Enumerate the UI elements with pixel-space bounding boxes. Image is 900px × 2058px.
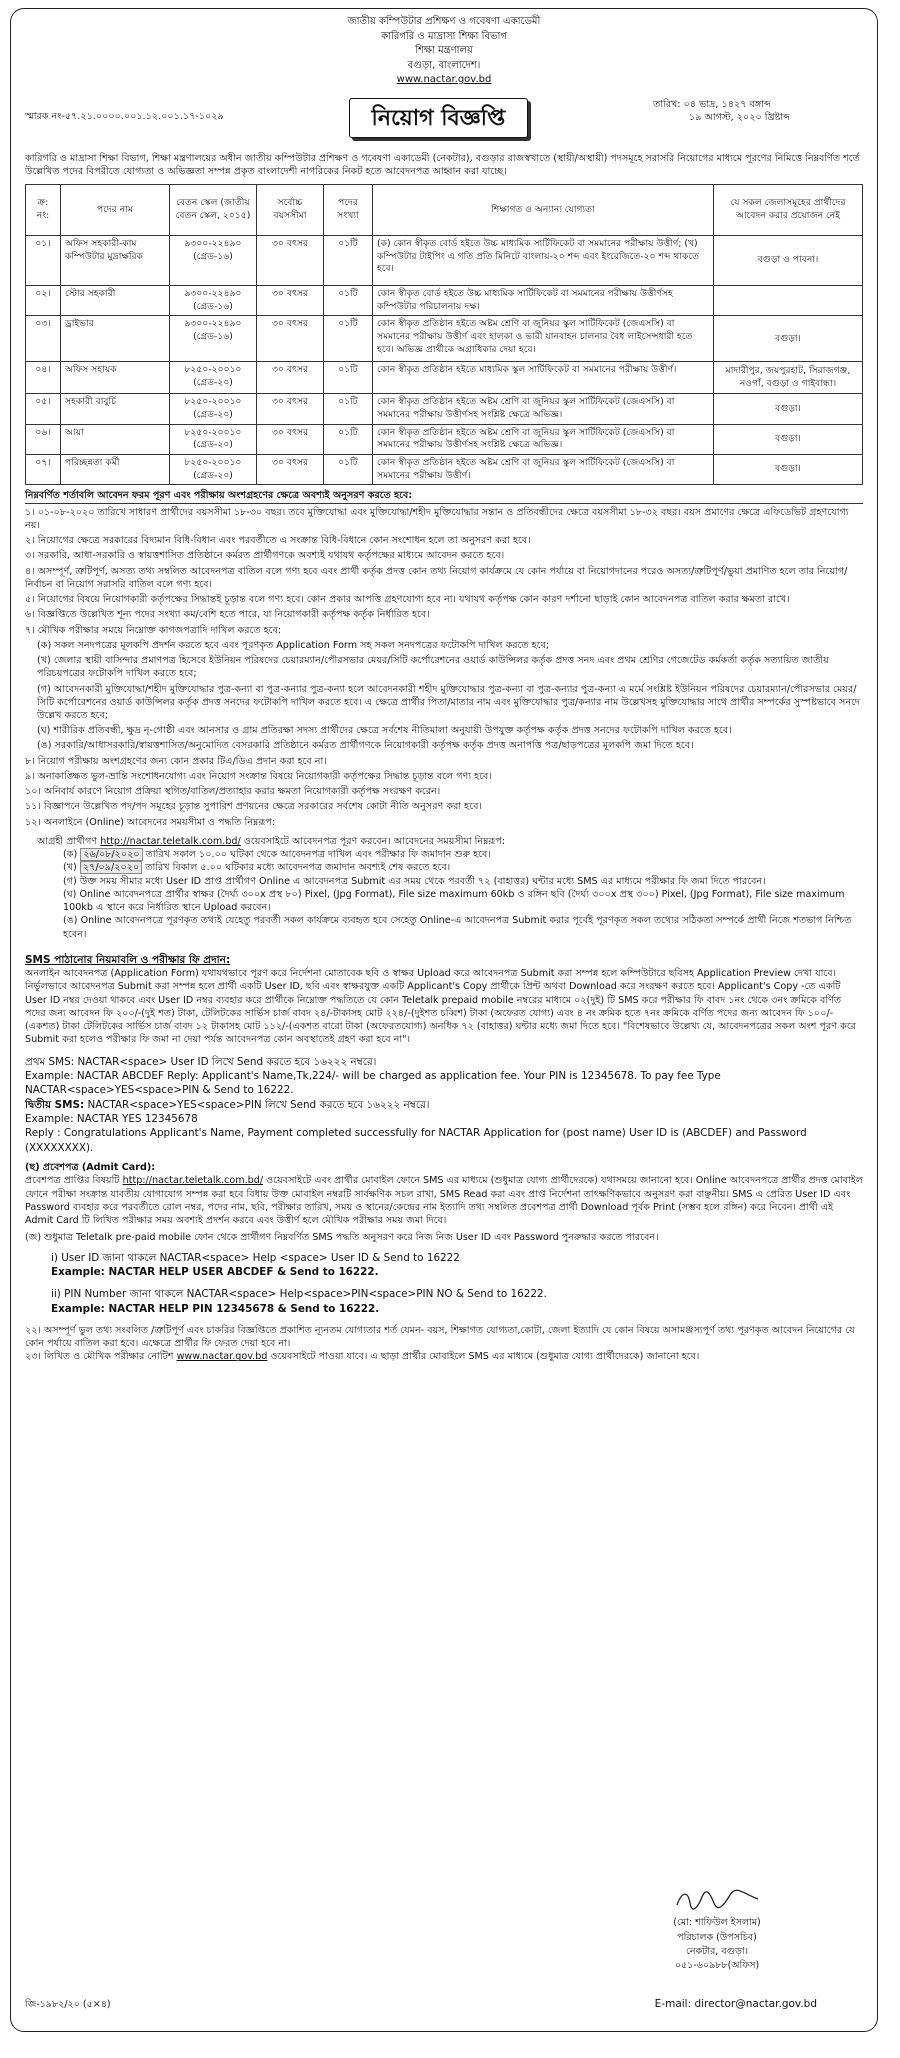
first-sms-example: Example: NACTAR ABCDEF Reply: Applicant's Name,Tk,224/- will be charged as application fee. Your PIN is 12345678. To pay fee Type NACTAR<space>YES<space>PIN & Send to 16222. bbox=[25, 1069, 721, 1097]
date-label: তারিখ: bbox=[652, 98, 681, 110]
end-date: ২৭/০৯/২০২০ bbox=[80, 861, 142, 874]
signatory-phone: ০৫১-৬০৯৮৮(অফিস) bbox=[674, 1960, 760, 1971]
cell-scale: ৮২৫০-২০০১০ (গ্রেড-২০) bbox=[170, 394, 257, 424]
cell-age: ৩০ বৎসর bbox=[257, 316, 324, 362]
notice-page bbox=[10, 8, 878, 2032]
first-sms: প্রথম SMS: NACTAR<space> User ID লিখে Send করতে হবে ১৬২২২ নম্বরে। bbox=[25, 1055, 377, 1068]
header-website-link[interactable]: www.nactar.gov.bd bbox=[396, 74, 492, 85]
header bbox=[25, 15, 863, 88]
condition-item: ১১। বিজ্ঞাপনে উল্লেখিত পদ/পদ সমূহের চূড়ান্ত সুপারিশ প্রণয়নের ক্ষেত্রে সরকারের সর্বশেষ কোটা নীতি অনুসরণ করা হবে। bbox=[25, 801, 482, 813]
cell-scale: ৯৩০০-২২৪৯০ (গ্রেড-১৬) bbox=[170, 235, 257, 285]
table-row bbox=[26, 394, 863, 424]
online-lead: আগ্রহী প্রার্থীগণ bbox=[37, 835, 98, 847]
cell-age: ৩০ বৎসর bbox=[257, 285, 324, 315]
second-sms-label: দ্বিতীয় SMS: bbox=[25, 1098, 85, 1111]
final-conditions bbox=[25, 1324, 863, 1364]
condition-item: ২। নিয়োগের ক্ষেত্রে সরকারের বিদ্যমান বিধি-বিধান এবং পরবর্তীতে এ সংক্রান্ত বিধি-বিধানে কোন সংশোধন হলে তা অনুসরণ করা হবে। bbox=[25, 535, 531, 547]
cell-age: ৩০ বৎসর bbox=[257, 394, 324, 424]
cell-post: আয়া bbox=[61, 424, 170, 454]
condition-item: ৮। নিয়োগ পরীক্ষায় অংশগ্রহণের জন্য কোন প্রকার টিএ/ডিএ প্রদান করা হবে না। bbox=[25, 755, 327, 767]
footer-code: জি-১৯৮২/২০ (৫×৪) bbox=[25, 1998, 111, 2010]
condition-22: ২২। অসম্পূর্ণ ভুল তথ্য সংবলিত /ত্রুটিপূর্ণ এবং চাকরির বিজ্ঞপ্তিতে প্রকাশিত ন্যূনতম যোগ্যতার শর্ত যেমন- বয়স, শিক্ষাগত যোগ্যতা,কোটা, জেলা ইত্যাদি যে কোন বিষয়ে অসামঞ্জস্যপূর্ণ তথ্য পূরণকৃত আবেদন নিয়োগের যে কোন পর্যায়ে বাতিল করা হবে। এক্ষেত্রে প্রার্থীর ফি ফেরত দেয়া হবে না। bbox=[25, 1324, 855, 1350]
col-scale: বেতন স্কেল (জাতীয় বেতন স্কেল, ২০১৫) bbox=[170, 184, 257, 235]
admit-title: (ছ) প্রবেশপত্র (Admit Card): bbox=[25, 1162, 156, 1174]
online-item-ng: (ঙ) Online আবেদনপত্রে পূরণকৃত তথ্যই যেহেতু পরবর্তী সকল কার্যক্রমে ব্যবহৃত হবে সেহেতু Online-এ আবেদনপত্র Submit করার পূর্বেই পূরণকৃত সকল তথ্যের সঠিকতা সম্পর্কে প্রার্থী নিজে শতভাগ নিশ্চিত হবেন। bbox=[63, 915, 852, 940]
cell-qualification: কোন স্বীকৃত প্রতিষ্ঠান হইতে অষ্টম শ্রেণি বা জুনিয়র স্কুল সার্টিফিকেট (জেএসসি) বা সমমানের পরীক্ষায় উত্তীর্ণ। bbox=[373, 455, 714, 485]
end-text: তারিখ বিকাল ৫.০০ ঘটিকার মধ্যে আবেদনপত্র জমাদান অবশ্যই শেষ করতে হবে। bbox=[145, 862, 451, 874]
cell-excluded-districts: মাদারীপুর, জয়পুরহাট, সিরাজগঞ্জ, নওগাঁ, বগুড়া ও গাইবান্ধা। bbox=[714, 362, 863, 394]
table-row bbox=[26, 424, 863, 454]
table-row bbox=[26, 285, 863, 315]
sms-title: SMS পাঠানোর নিয়মাবলি ও পরীক্ষার ফি প্রদান: bbox=[25, 953, 231, 966]
admit-section bbox=[25, 1161, 863, 1316]
start-text: তারিখ সকাল ১০.০০ ঘটিকা থেকে আবেদনপত্র দাখিল এবং পরীক্ষার ফি জমাদান শুরু হবে। bbox=[145, 849, 491, 861]
col-post: পদের নাম bbox=[61, 184, 170, 235]
signature-scribble bbox=[672, 1889, 762, 1911]
cell-scale: ৮২৫০-২০০১০ (গ্রেড-২০) bbox=[170, 424, 257, 454]
recovery-pin: ii) PIN Number জানা থাকলে NACTAR<space> Help<space>PIN<space>PIN NO & Send to 16222. bbox=[51, 1288, 547, 1301]
document-item: (ক) সকল সনদপত্রের মূলকপি প্রদর্শন করতে হবে এবং পূরণকৃত Application Form সহ সকল সনদপত্রের ফটোকপি দাখিল করতে হবে; bbox=[37, 639, 550, 651]
cell-age: ৩০ বৎসর bbox=[257, 235, 324, 285]
notice-website-link[interactable]: www.nactar.gov.bd bbox=[176, 1351, 268, 1363]
cell-excluded-districts: বগুড়া। bbox=[714, 424, 863, 454]
table-row bbox=[26, 316, 863, 362]
cell-count: ০১টি bbox=[324, 362, 373, 394]
cell-qualification: কোন স্বীকৃত প্রতিষ্ঠান হইতে মাধ্যমিক স্কুল সার্টিফিকেট বা সমমানের পরীক্ষায় উত্তীর্ণ। bbox=[373, 362, 714, 394]
recovery-intro: (জ) শুধুমাত্র Teletalk pre-paid mobile ফোন থেকে প্রার্থীগণ নিম্নবর্ণিত SMS পদ্ধতি অনুসরণ করে নিজ নিজ User ID এবং Password পুনরুদ্ধার করতে পারবেন। bbox=[25, 1232, 659, 1244]
org-name: জাতীয় কম্পিউটার প্রশিক্ষণ ও গবেষণা একাডেমী bbox=[347, 16, 541, 27]
memo-row bbox=[25, 98, 863, 144]
cell-post: পরিচ্ছন্নতা কর্মী bbox=[61, 455, 170, 485]
cell-excluded-districts: বগুড়া। bbox=[714, 316, 863, 362]
date-english: ১৯ আগস্ট, ২০২০ খ্রিষ্টাব্দ bbox=[688, 111, 790, 123]
cell-excluded-districts: বগুড়া ও পাবনা। bbox=[714, 235, 863, 285]
cell-excluded-districts: বগুড়া। bbox=[714, 394, 863, 424]
document-item: (ঙ) সরকারি/আধাসরকারি/স্বায়ত্তশাসিত/অনুমোদিত বেসরকারি প্রতিষ্ঠানে কর্মরত প্রার্থীগণকে নিয়োগকারী কর্তৃপক্ষ কর্তৃক প্রদত্ত অনাপত্তি পত্র/ছাড়পত্রের মূলকপি জমা দিতে হবে। bbox=[37, 740, 694, 752]
conditions-list bbox=[25, 506, 863, 637]
sms-body: অনলাইন আবেদনপত্র (Application Form) যথাযথভাবে পূরণ করে নির্দেশনা মোতাবেক ছবি ও স্বাক্ষর Upload করে আবেদনপত্র Submit করা সম্পন্ন হলে কম্পিউটারে ছবিসহ Application Preview দেখা যাবে। নির্ভুলভাবে আবেদনপত্র Submit করা সম্পন্ন হলে প্রার্থী একটি User ID, ছবি এবং স্বাক্ষরযুক্ত একটি Applicant's Copy প্রার্থীকে প্রিন্ট অথবা Download করে সংরক্ষণ করতে হবে। Applicant's Copy -তে একটি User ID নম্বর দেওয়া থাকবে এবং User ID নম্বর ব্যবহার করে প্রার্থীকে নিম্নোক্ত পদ্ধতিতে যে কোন Teletalk prepaid mobile নম্বরের মাধ্যমে ০২(দুই) টি SMS করে পরীক্ষার ফি বাবদ ১নং থেকে ৩নং ক্রমিকে বর্ণিত পদের জন্য আবেদন ফি ২০০/-(দুই শত) টাকা, টেলিটকের সার্ভিস চার্জ বাবদ ২৪/-টাকাসহ মোট ২২৪/-(দুইশত চব্বিশ) টাকা (অফেরত যোগ্য) এবং ৪ নং ক্রমিক হতে ৭নং ক্রমিকে বর্ণিত পদের জন্য আবেদন ফি ১০০/-(একশত) টাকা টেলিটকের সার্ভিস চার্জ বাবদ ১২ টাকাসহ মোট ১১২/-(একশত বারো টাকা (অফেরতযোগ্য) অনধিক ৭২ (বাহাত্তর) ঘন্টার মধ্যে জমা দিতে হবে। "বিশেষভাবে উল্লেখ্য যে, আবেদনপত্রের সকল অংশ পূরণ করে Submit করা হলেও পরীক্ষার ফি জমা না দেয়া পর্যন্ত আবেদনপত্র কোন অবস্থাতেই গ্রহণ করা হবে না"। bbox=[25, 968, 856, 1046]
admit-body-pre: প্রবেশপত্র প্রাপ্তির বিষয়টি bbox=[25, 1175, 120, 1187]
sms-section bbox=[25, 953, 863, 1155]
conditions-title: নিম্নবর্ণিত শর্তাবলি আবেদন ফরম পূরণ এবং পরীক্ষায় অংশগ্রহণের ক্ষেত্রে অবশ্যই অনুসরণ করতে হবে: bbox=[25, 489, 863, 503]
cell-count: ০১টি bbox=[324, 285, 373, 315]
condition-item: ৯। অনাকাঙ্ক্ষিত ভুল-ভ্রান্তি সংশোধনযোগ্য এবং নিয়োগ সংক্রান্ত বিষয়ে নিয়োগকারী কর্তৃপক্ষের সিদ্ধান্ত চূড়ান্ত বলে গণ্য হবে। bbox=[25, 770, 492, 782]
table-header-row bbox=[26, 184, 863, 235]
condition-item: ১০। অনিবার্য কারণে নিয়োগ প্রক্রিয়া স্থগিত/বাতিল/প্রত্যাহার করার ক্ষমতা নিয়োগকারী কর্তৃপক্ষ সংরক্ষণ করেন। bbox=[25, 786, 441, 798]
cell-scale: ৯৩০০-২২৪৯০ (গ্রেড-১৬) bbox=[170, 285, 257, 315]
online-lead-post: ওয়েবসাইটে আবেদনপত্র পূরণ করবেন। আবেদনের সময়সীমা নিম্নরূপ: bbox=[243, 835, 506, 847]
cell-count: ০১টি bbox=[324, 235, 373, 285]
cell-serial: ০৬। bbox=[26, 424, 61, 454]
signature-block bbox=[617, 1889, 817, 1973]
apply-website-link[interactable]: http://nactar.teletalk.com.bd/ bbox=[100, 835, 241, 847]
cell-age: ৩০ বৎসর bbox=[257, 424, 324, 454]
condition-item: ৪। অসম্পূর্ণ, ত্রুটিপূর্ণ, অসত্য তথ্য সম্বলিত আবেদনপত্র বাতিল বলে গণ্য হবে এবং প্রার্থী কর্তৃক প্রদত্ত কোন তথ্য নিয়োগ কার্যক্রমে যে কোন পর্যায়ে বা নিয়োগদানের পরেও অসত্য/ত্রুটিপূর্ণ/ভুয়া প্রমাণিত হলে তার নিয়োগ/নির্বাচন বা নিয়োগ সরাসরি বাতিল বলে গণ্য হবে। bbox=[25, 565, 848, 590]
cell-post: সহকারী বাবুর্চি bbox=[61, 394, 170, 424]
condition-item: ৫। নিয়োগের বিষয়ে নিয়োগকারী কর্তৃপক্ষের সিদ্ধান্তই চূড়ান্ত বলে গণ্য হবে। কোন প্রকার আপত্তি গ্রহণযোগ্য হবে না। যথাযথ কর্তৃপক্ষ কোন কারণ দর্শানো ছাড়াই কোন আবেদনপত্র বাতিল করার ক্ষমতা রাখে। bbox=[25, 594, 790, 606]
cell-post: স্টোর সহকারী bbox=[61, 285, 170, 315]
start-date: ২৬/০৮/২০২০ bbox=[80, 848, 142, 861]
document-item: (গ) আবেদনকারী মুক্তিযোদ্ধা/শহীদ মুক্তিযোদ্ধার পুত্র-কন্যা বা পুত্র-কন্যার পুত্র-কন্যা হলে আবেদনকারী শহীদ মুক্তিযোদ্ধার পুত্র-কন্যা বা পুত্র-কন্যার পুত্র-কন্যা এ মর্মে সংশ্লিষ্ট ইউনিয়ন পরিষদের চেয়ারম্যান/পৌরসভার মেয়র/সিটি কর্পোরেশনের ওয়ার্ড কাউন্সিলর কর্তৃক প্রদত্ত সনদের ফটোকপি দাখিল করতে হবে। এ ক্ষেত্রে প্রার্থীর পিতা/মাতার নাম এবং মুক্তিযোদ্ধার পুত্র/কন্যার নাম উল্লেখসহ মুক্তিযোদ্ধার সাথে প্রার্থীর সম্পর্কের সুস্পষ্টভাবে সনদে উল্লেখ করতে হবে; bbox=[37, 683, 860, 721]
second-sms-example: Example: NACTAR YES 12345678 bbox=[25, 1113, 198, 1126]
online-section: আগ্রহী প্রার্থীগণ http://nactar.teletalk.com.bd/ ওয়েবসাইটে আবেদনপত্র পূরণ করবেন। আবেদনের সময়সীমা নিম্নরূপ: (ক) ২৬/০৮/২০২০ তারিখ সকাল ১০.০০ ঘটিকা থেকে আবেদনপত্র দাখিল এবং পরীক্ষার ফি জমাদান শুরু হবে। (খ) ২৭/০৯/২০২০ তারিখ বিকাল ৫.০০ ঘটিকার মধ্যে আবেদনপত্র জমাদান অবশ্যই শেষ করতে হবে। (গ) উক্ত সময় সীমার মধ্যে User ID প্রাপ্ত প্রার্থীগণ Online এ আবেদনপত্র Submit এর সময় থেকে পরবর্তী ৭২ (বাহাত্তর) ঘন্টার মধ্যে SMS এর মাধ্যমে পরীক্ষার ফি জমা দিতে পারবেন। (ঘ) Online আবেদনপত্রে প্রার্থীর স্বাক্ষর (দৈর্ঘ্য ৩০০x প্রস্থ ৮০) Pixel, (Jpg Format), File size maximum 60kb ও রঙ্গিন ছবি (দৈর্ঘ্য ৩০০x প্রস্থ ৩০০) Pixel, (Jpg Format), File size maximum 100kb এ স্থানে করে নির্ধারিত স্থানে Upload করবেন। (ঙ) Online আবেদনপত্রে পূরণকৃত তথ্যই যেহেতু পরবর্তী সকল কার্যক্রমে ব্যবহৃত হবে সেহেতু Online-এ আবেদনপত্র Submit করার পূর্বেই পূরণকৃত সকল তথ্যের সঠিকতা সম্পর্কে প্রার্থী নিজে শতভাগ নিশ্চিত হবেন। bbox=[25, 835, 863, 941]
location: বগুড়া, বাংলাদেশ। bbox=[407, 59, 481, 71]
cell-age: ৩০ বৎসর bbox=[257, 362, 324, 394]
cell-serial: ০২। bbox=[26, 285, 61, 315]
cell-excluded-districts bbox=[714, 285, 863, 315]
col-count: পদের সংখ্যা bbox=[324, 184, 373, 235]
sms-reply: Reply : Congratulations Applicant's Name, Payment completed successfully for NACTAR Application for (post name) User ID is (ABCDEF) and Password (XXXXXXXX). bbox=[25, 1127, 807, 1154]
division-name: কারিগরি ও মাদ্রাসা শিক্ষা বিভাগ bbox=[381, 30, 507, 42]
condition-23-post: ওয়েবসাইটে পাওয়া যাবে। এ ছাড়া প্রার্থীর মোবাইলে SMS এর মাধ্যমে (শুধুমাত্র যোগ্য প্রার্থীদেরকে) জানানো হবে। bbox=[270, 1351, 700, 1363]
cell-scale: ৮২৫০-২০০১০ (গ্রেড-২০) bbox=[170, 362, 257, 394]
recovery-userid-example: Example: NACTAR HELP USER ABCDEF & Send to 16222. bbox=[51, 1265, 379, 1278]
document-item: (ঘ) শারীরিক প্রতিবন্ধী, ক্ষুদ্র নৃ-গোষ্ঠী এবং আনসার ও গ্রাম প্রতিরক্ষা সদস্য প্রার্থীদের ক্ষেত্রে সর্বশেষ নীতিমালা অনুযায়ী উপযুক্ত কর্তৃপক্ষ কর্তৃক প্রদত্ত সনদের ফটোকপি দাখিল করতে হবে। bbox=[37, 725, 732, 737]
second-sms: NACTAR<space>YES<space>PIN লিখে Send করতে হবে ১৬২২২ নম্বরে। bbox=[87, 1098, 430, 1111]
cell-count: ০১টি bbox=[324, 316, 373, 362]
table-row bbox=[26, 235, 863, 285]
signatory-name: (মো: শাফিউল ইসলাম) bbox=[673, 1917, 761, 1929]
online-item-g: (গ) উক্ত সময় সীমার মধ্যে User ID প্রাপ্ত প্রার্থীগণ Online এ আবেদনপত্র Submit এর সময় থেকে পরবর্তী ৭২ (বাহাত্তর) ঘন্টার মধ্যে SMS এর মাধ্যমে পরীক্ষার ফি জমা দিতে পারবেন। bbox=[63, 875, 766, 887]
cell-scale: ৯৩০০-২২৪৯০ (গ্রেড-১৬) bbox=[170, 316, 257, 362]
memo-ref: স্মারক নং-৫৭.২১.০০০০.০০১.১২.০০১.১৭-১০২৯ bbox=[25, 110, 224, 122]
condition-item: ১২। অনলাইনে (Online) আবেদনের সময়সীমা ও পদ্ধতি নিম্নরূপ: bbox=[25, 816, 276, 828]
document-item: (খ) জেলার স্থায়ী বাসিন্দার প্রমাণপত্র হিসেবে ইউনিয়ন পরিষদের চেয়ারম্যান/পৌরসভার মেয়র/সিটি কর্পোরেশনের ওয়ার্ড কাউন্সিলর কর্তৃক প্রদত্ত সনদ এবং প্রথম শ্রেণির গেজেটেড কর্মকর্তা কর্তৃক সত্যায়িত জাতীয় পরিচয়পত্রের ফটোকপি দাখিল করতে হবে; bbox=[37, 655, 829, 680]
cell-post: ড্রাইভার bbox=[61, 316, 170, 362]
admit-body: ওয়েবসাইটে এবং প্রার্থীর মোবাইল ফোনে SMS এর মাধ্যমে (শুধুমাত্র যোগ্য প্রার্থীদেরকে) যথাসময়ে জানানো হবে। Online আবেদনপত্রে প্রার্থীর প্রদত্ত মোবাইল ফোনে পরীক্ষা সংক্রান্ত যাবতীয় যোগাযোগ সম্পন্ন করা হবে বিধায় উক্ত মোবাইল নম্বরটি সার্বক্ষণিক সচল রাখা, SMS Read করা এবং প্রাপ্ত নির্দেশনা তাৎক্ষণিকভাবে অনুসরণ করা বাঞ্ছনীয়। SMS এ প্রেরিত User ID এবং Password ব্যবহার করে পরবর্তীতে রোল নম্বর, পদের নাম, ছবি, পরীক্ষার তারিখ, সময় ও স্থানের/কেন্দ্রের নাম ইত্যাদি তথ্য সম্বলিত প্রবেশপত্র প্রার্থী Download পূর্বক Print (সম্ভব হলে রঙ্গিন) করে নিবেন। প্রার্থী এই Admit Card টি লিখিত পরীক্ষার সময় অবশ্যই প্রদর্শন করবে এবং উত্তীর্ণ হলে মৌখিক পরীক্ষার সময় জমা দিবে। bbox=[25, 1175, 863, 1227]
condition-item: ১। ০১-০৮-২০২০ তারিখে সাধারণ প্রার্থীদের বয়সসীমা ১৮-৩০ বছর। তবে মুক্তিযোদ্ধা এবং মুক্তিযোদ্ধা/শহীদ মুক্তিযোদ্ধার সন্তান ও প্রতিবন্ধীদের ক্ষেত্রে বয়সসীমা ১৮-৩২ বছর। বয়স প্রমাণের ক্ষেত্রে এফিডেভিট গ্রহণযোগ্য নয়। bbox=[25, 506, 849, 531]
col-excluded-districts: যে সকল জেলাসমূহের প্রার্থীদের আবেদন করার প্রয়োজন নেই bbox=[714, 184, 863, 235]
col-age: সর্বোচ্চ বয়সসীমা bbox=[257, 184, 324, 235]
cell-qualification: কোন স্বীকৃত বোর্ড হইতে উচ্চ মাধ্যমিক সার্টিফিকেট বা সমমানের পরীক্ষায় উত্তীর্ণসহ কম্পিউটার পরিচালনায় দক্ষ। bbox=[373, 285, 714, 315]
date-bangla: ০৪ ভাদ্র, ১৪২৭ বঙ্গাব্দ bbox=[683, 98, 771, 110]
memo-date bbox=[653, 98, 863, 124]
cell-excluded-districts: বগুড়া। bbox=[714, 455, 863, 485]
col-serial: ক্র: নং: bbox=[26, 184, 61, 235]
condition-item: ৭। মৌখিক পরীক্ষার সময়ে নিম্নোক্ত কাগজপত্রাদি দাখিল করতে হবে: bbox=[25, 624, 282, 636]
cell-count: ০১টি bbox=[324, 455, 373, 485]
signatory-org: নেকটার, বগুড়া। bbox=[685, 1945, 748, 1957]
cell-post: অফিস সহায়ক bbox=[61, 362, 170, 394]
cell-scale: ৮২৫০-২০০১০ (গ্রেড-২০) bbox=[170, 455, 257, 485]
cell-age: ৩০ বৎসর bbox=[257, 455, 324, 485]
cell-serial: ০৩। bbox=[26, 316, 61, 362]
cell-serial: ০৪। bbox=[26, 362, 61, 394]
cell-qualification: কোন স্বীকৃত প্রতিষ্ঠান হইতে অষ্টম শ্রেণি বা জুনিয়র স্কুল সার্টিফিকেট (জেএসসি) বা সমমানের পরীক্ষায় উত্তীর্ণসহ সংশ্লিষ্ট ক্ষেত্রে অভিজ্ঞ। bbox=[373, 424, 714, 454]
cell-post: অফিস সহকারী-কাম কম্পিউটার মুদ্রাক্ষরিক bbox=[61, 235, 170, 285]
table-row bbox=[26, 362, 863, 394]
col-qualification: শিক্ষাগত ও অন্যান্য যোগ্যতা bbox=[373, 184, 714, 235]
cell-qualification: (ক) কোন স্বীকৃত বোর্ড হইতে উচ্চ মাধ্যমিক সার্টিফিকেট বা সমমানের পরীক্ষায় উত্তীর্ণ; (খ) কম্পিউটার টাইপিং এ গতি প্রতি মিনিটে বাংলায়-২০ শব্দ এবং ইংরেজিতে-২০ শব্দ থাকতে হবে। bbox=[373, 235, 714, 285]
cell-serial: ০৭। bbox=[26, 455, 61, 485]
cell-qualification: কোন স্বীকৃত প্রতিষ্ঠান হইতে অষ্টম শ্রেণি বা জুনিয়র স্কুল সার্টিফিকেট (জেএসসি) বা সমমানের পরীক্ষায় উত্তীর্ণ এবং হালকা ও ভারী যানবাহন চালনার বৈধ লাইসেন্সধারী হতে হবে। অভিজ্ঞ প্রার্থীকে অগ্রাধিকার দেয়া হবে। bbox=[373, 316, 714, 362]
page-title: নিয়োগ বিজ্ঞপ্তি bbox=[349, 98, 529, 138]
footer-email[interactable]: E-mail: director@nactar.gov.bd bbox=[654, 1997, 817, 2010]
documents-list bbox=[25, 639, 863, 753]
recovery-userid: i) User ID জানা থাকলে NACTAR<space> Help <space> User ID & Send to 16222 bbox=[51, 1251, 460, 1264]
cell-serial: ০১। bbox=[26, 235, 61, 285]
online-item-gh: (ঘ) Online আবেদনপত্রে প্রার্থীর স্বাক্ষর (দৈর্ঘ্য ৩০০x প্রস্থ ৮০) Pixel, (Jpg Format), File size maximum 60kb ও রঙ্গিন ছবি (দৈর্ঘ্য ৩০০x প্রস্থ ৩০০) Pixel, (Jpg Format), File size maximum 100kb এ স্থানে করে নির্ধারিত স্থানে Upload করবেন। bbox=[63, 888, 845, 914]
condition-item: ৬। বিজ্ঞপ্তিতে উল্লেখিত শূন্য পদের সংখ্যা কম/বেশি হতে পারে, যা নিয়োগকারী কর্তৃপক্ষ কর্তৃক নির্ধারিত হবে। bbox=[25, 609, 430, 621]
cell-count: ০১টি bbox=[324, 394, 373, 424]
ministry-name: শিক্ষা মন্ত্রণালয় bbox=[415, 45, 473, 56]
cell-count: ০১টি bbox=[324, 424, 373, 454]
conditions-list-2 bbox=[25, 755, 863, 829]
cell-qualification: কোন স্বীকৃত প্রতিষ্ঠান হইতে অষ্টম শ্রেণি বা জুনিয়র স্কুল সার্টিফিকেট (জেএসসি) বা সমমানের পরীক্ষায় উত্তীর্ণসহ সংশ্লিষ্ট ক্ষেত্রে অভিজ্ঞ। bbox=[373, 394, 714, 424]
table-row bbox=[26, 455, 863, 485]
cell-serial: ০৫। bbox=[26, 394, 61, 424]
condition-item: ৩। সরকারি, আধা-সরকারি ও স্বায়ত্তশাসিত প্রতিষ্ঠানে কর্মরত প্রার্থীগণকে অবশ্যই যথাযথ কর্তৃপক্ষের মাধ্যমে আবেদন করতে হবে। bbox=[25, 550, 505, 562]
condition-23-pre: ২৩। লিখিত ও মৌখিক পরীক্ষার নোটিশ bbox=[25, 1351, 174, 1363]
signatory-designation: পরিচালক (উপসচিব) bbox=[677, 1931, 757, 1943]
posts-table bbox=[25, 184, 863, 486]
recovery-pin-example: Example: NACTAR HELP PIN 12345678 & Send to 16222. bbox=[51, 1302, 380, 1315]
admit-website-link[interactable]: http://nactar.teletalk.com.bd/ bbox=[122, 1175, 264, 1187]
intro-paragraph: কারিগরি ও মাদ্রাসা শিক্ষা বিভাগ, শিক্ষা মন্ত্রণালয়ের অধীন জাতীয় কম্পিউটার প্রশিক্ষণ ও গবেষণা একাডেমী (নেকটার), বগুড়ার রাজস্বখাতে (স্থায়ী/অস্থায়ী) পদসমূহে সরাসরি নিয়োগের মাধ্যমে পূরণের নিমিত্তে নিম্নবর্ণিত শর্তে উল্লেখিত পদের বিপরীতে যোগ্যতা ও অভিজ্ঞতা সম্পন্ন প্রকৃত বাংলাদেশী নাগরিকের নিকট হতে আবেদনপত্র আহ্বান করা যাচ্ছে। bbox=[25, 152, 860, 177]
